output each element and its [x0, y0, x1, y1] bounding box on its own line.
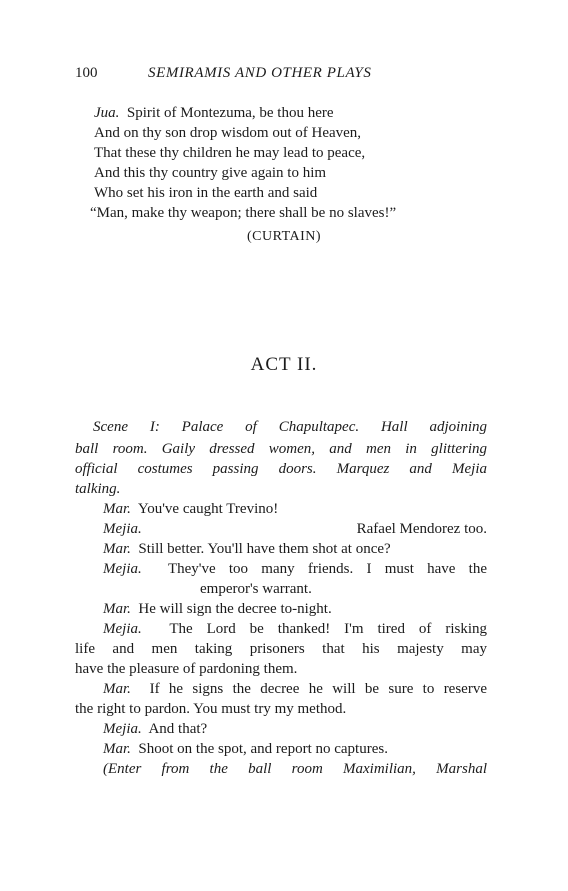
page-number: 100	[75, 65, 98, 81]
dialogue-line: life and men taking prisoners that his majesty may	[75, 641, 487, 657]
dialogue-line	[103, 540, 391, 558]
speaker-name: Mar.	[103, 681, 131, 697]
stage-direction-line: ball room. Gaily dressed women, and men in glittering	[75, 441, 487, 457]
speech-text: And that?	[148, 721, 208, 737]
verse-line	[94, 104, 334, 122]
speech-text: Shoot on the spot, and report no captures.	[138, 741, 388, 757]
verse-text: And this thy country give again to him	[94, 165, 327, 181]
speaker-name: Mar.	[103, 501, 131, 517]
stage-direction-line: Scene I: Palace of Chapultapec. Hall adjoining	[93, 419, 487, 435]
stage-direction-line: talking.	[75, 481, 121, 497]
speech-text: Still better. You'll have them shot at once?	[138, 541, 391, 557]
stage-direction-line: official costumes passing doors. Marquez and Mejia	[75, 461, 487, 477]
speaker-name: Mejia.	[103, 721, 142, 737]
verse-text: “Man, make thy weapon; there shall be no slaves!”	[90, 205, 397, 221]
speaker-name: Mejia.	[103, 561, 142, 577]
speech-text: He will sign the decree to-night.	[138, 601, 332, 617]
speech-text: If he signs the decree he will be sure to reserve	[149, 681, 487, 697]
page-header	[75, 64, 372, 82]
speaker-name: Mar.	[103, 541, 131, 557]
speech-text: The Lord be thanked! I'm tired of risking	[169, 621, 487, 637]
speaker-name: Mejia.	[103, 621, 142, 637]
dialogue-line	[103, 500, 278, 518]
stage-direction-line: (Enter from the ball room Maximilian, Marshal	[103, 761, 487, 777]
speaker-name: Jua.	[94, 105, 120, 121]
verse-text: Spirit of Montezuma, be thou here	[126, 105, 334, 121]
dialogue-line: the right to pardon. You must try my method.	[75, 701, 347, 717]
verse-line	[94, 184, 317, 202]
act-heading: ACT II.	[250, 354, 318, 375]
verse-text: And on thy son drop wisdom out of Heaven,	[94, 125, 362, 141]
verse-line	[90, 204, 396, 222]
dialogue-line	[103, 560, 487, 578]
dialogue-line	[103, 720, 207, 738]
verse-text: That these thy children he may lead to peace,	[94, 145, 366, 161]
dialogue-line: emperor's warrant.	[200, 581, 312, 597]
speech-text: You've caught Trevino!	[137, 501, 279, 517]
speech-text: They've too many friends. I must have the	[167, 561, 487, 577]
dialogue-line: have the pleasure of pardoning them.	[75, 661, 298, 677]
dialogue-line	[103, 600, 332, 618]
speech-text: Rafael Mendorez too.	[356, 521, 487, 537]
verse-line	[94, 144, 365, 162]
verse-line	[94, 164, 326, 182]
speaker-name: Mejia.	[103, 521, 142, 537]
verse-text: Who set his iron in the earth and said	[94, 185, 318, 201]
verse-line	[94, 124, 361, 142]
curtain-direction: (CURTAIN)	[247, 229, 322, 244]
dialogue-line	[103, 620, 487, 638]
dialogue-line	[103, 520, 487, 538]
dialogue-line	[103, 680, 487, 698]
running-title: SEMIRAMIS AND OTHER PLAYS	[148, 65, 372, 81]
speaker-name: Mar.	[103, 741, 131, 757]
speaker-name: Mar.	[103, 601, 131, 617]
dialogue-line	[103, 740, 388, 758]
